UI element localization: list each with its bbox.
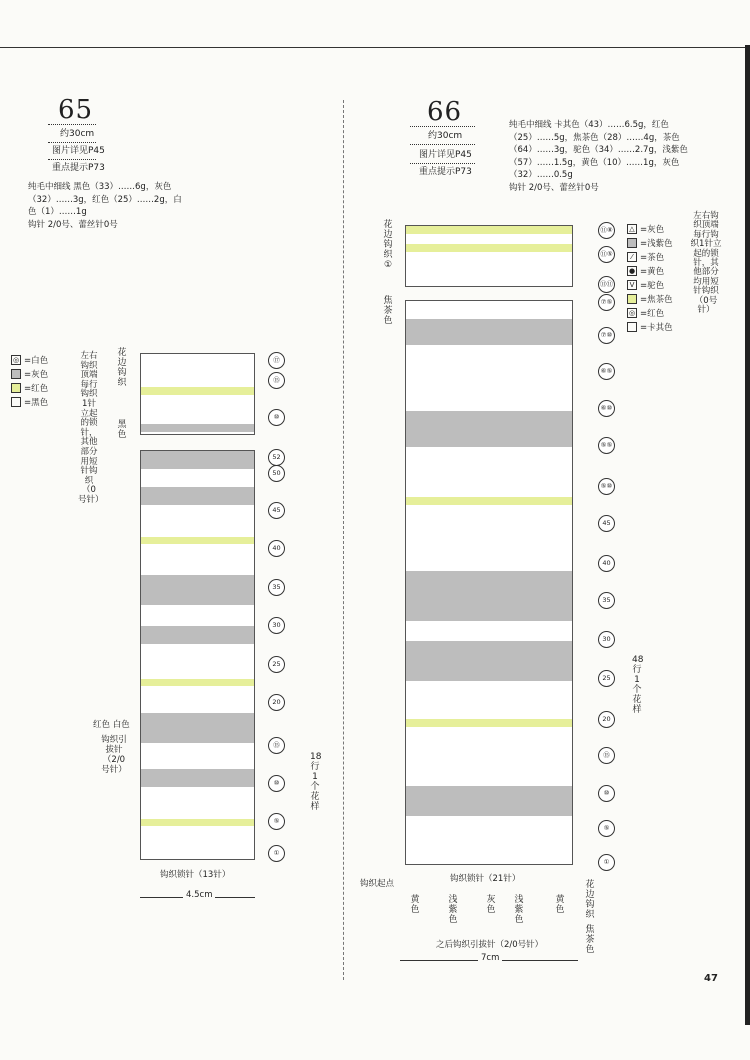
material-line: 纯毛中细线 黑色（33）……6g，灰色 xyxy=(28,182,172,192)
top-rule xyxy=(0,47,750,48)
row-label: ⑩ xyxy=(598,785,615,802)
row-label: ⑪⑧ xyxy=(598,222,615,239)
p66-start-note: 钩织起点 xyxy=(360,879,395,889)
material-line: 纯毛中细线 卡其色（43）……6.5g，红色 xyxy=(509,120,669,130)
material-line: （64）……3g，驼色（34）……2.7g，浅紫色 xyxy=(509,145,688,155)
p65-chain-note: 钩织锁针（13针） xyxy=(160,870,231,880)
p65-legend xyxy=(11,353,48,409)
row-label: ⑪⑪ xyxy=(598,276,615,293)
row-label: 20 xyxy=(268,694,285,711)
legend-item: V =驼色 xyxy=(627,278,673,292)
p66-size: 约30cm xyxy=(428,131,463,141)
stripe xyxy=(141,424,254,432)
divider xyxy=(48,142,96,143)
swatch xyxy=(11,397,21,407)
row-label: 40 xyxy=(268,540,285,557)
legend-item: =灰色 xyxy=(11,367,48,381)
p66-row-labels xyxy=(598,222,628,872)
p65-note: 左右钩织顶端每行钩织1针立起的锁针，其他部分用短针钩织（0号针） xyxy=(78,351,104,505)
p66-right-color: 焦茶色 xyxy=(585,925,595,955)
swatch: ◎ xyxy=(12,356,20,364)
material-line: （32）……3g，红色（25）……2g，白 xyxy=(28,194,182,205)
legend-item: =黑色 xyxy=(11,395,48,409)
swatch xyxy=(11,383,21,393)
row-label: ⑩ xyxy=(268,409,285,426)
p65-tips-ref: 重点提示P73 xyxy=(52,163,105,173)
p65-bottom-note: 钩织引拔针（2/0号针） xyxy=(101,735,127,775)
row-label: ① xyxy=(268,845,285,862)
row-label: ⑤⑤ xyxy=(598,437,615,454)
p65-bottom-colors: 红色 白色 xyxy=(93,720,130,730)
row-label: 52 xyxy=(268,449,285,466)
row-label: 25 xyxy=(598,670,615,687)
divider xyxy=(410,163,475,164)
p66-right-edge: 花边钩织 xyxy=(585,880,595,920)
row-label: ① xyxy=(598,854,615,871)
row-label: 30 xyxy=(598,631,615,648)
material-line: （25）……5g，焦茶色（28）……4g，茶色 xyxy=(509,132,680,143)
row-label: ⑤⑩ xyxy=(598,478,615,495)
p66-chart-top xyxy=(405,225,573,287)
p65-photo-ref: 图片详见P45 xyxy=(52,146,105,156)
p66-tips-ref: 重点提示P73 xyxy=(419,167,472,177)
legend-item: =红色 xyxy=(11,381,48,395)
row-label: 25 xyxy=(268,656,285,673)
p66-edge-color: 焦茶色 xyxy=(383,296,393,326)
row-label: 20 xyxy=(598,711,615,728)
p66-bottom-colors: 黄色 浅紫色 灰色 浅紫色 黄色 xyxy=(410,895,565,925)
divider xyxy=(410,126,475,127)
row-label: ⑩ xyxy=(268,775,285,792)
material-line: （32）……0.5g xyxy=(509,170,573,180)
material-line: 色（1）……1g xyxy=(28,207,87,217)
p65-edge-label: 花边钩织 xyxy=(117,348,127,388)
divider xyxy=(48,124,96,125)
p66-width: 7cm xyxy=(478,953,502,963)
row-label: 35 xyxy=(268,579,285,596)
row-label: 50 xyxy=(268,465,285,482)
legend-item: =卡其色 xyxy=(627,320,673,334)
page-number: 47 xyxy=(704,973,718,984)
divider xyxy=(410,144,475,145)
row-label: 30 xyxy=(268,617,285,634)
p66-chain-note: 钩织锁针（21针） xyxy=(450,874,521,884)
material-line: 钩针 2/0号、蕾丝针0号 xyxy=(509,182,599,193)
stripe xyxy=(141,387,254,395)
p66-edge-label: 花边钩织① xyxy=(383,220,393,270)
p65-edge-color: 黑色 xyxy=(117,420,127,440)
legend-item: =浅紫色 xyxy=(627,236,673,250)
material-line: （57）……1.5g，黄色（10）……1g，灰色 xyxy=(509,157,680,168)
p66-repeat-note: 48行1个花样 xyxy=(632,655,644,715)
row-label: ⑪⑤ xyxy=(598,246,615,263)
legend-item: ● =黄色 xyxy=(628,267,665,277)
p66-materials xyxy=(509,119,688,194)
p65-chart-top xyxy=(140,353,255,435)
p66-chart-main xyxy=(405,300,573,865)
row-label: 40 xyxy=(598,555,615,572)
row-label: ⑦⑩ xyxy=(598,327,615,344)
column-divider xyxy=(343,100,344,980)
row-label: ⑦⑤ xyxy=(598,294,615,311)
page-edge xyxy=(745,45,750,1025)
row-label: 45 xyxy=(268,502,285,519)
legend-item: ◎ =白色 xyxy=(12,356,49,366)
material-line: 钩针 2/0号、蕾丝针0号 xyxy=(28,219,118,230)
row-label: 35 xyxy=(598,592,615,609)
row-label: ⑮ xyxy=(268,372,285,389)
legend-item: ⁄ =茶色 xyxy=(627,250,673,264)
row-label: ⑮ xyxy=(598,747,615,764)
pattern-65-number: 65 xyxy=(58,95,94,125)
row-label: ⑥⑩ xyxy=(598,400,615,417)
legend-item: =焦茶色 xyxy=(627,292,673,306)
legend-item: ◎ =红色 xyxy=(628,309,665,319)
p65-size: 约30cm xyxy=(60,129,95,139)
p65-repeat-note: 18行1个花样 xyxy=(310,752,322,812)
p65-width: 4.5cm xyxy=(183,890,215,900)
p66-legend xyxy=(627,222,673,334)
p65-row-labels xyxy=(268,352,298,862)
row-label: 45 xyxy=(598,515,615,532)
pattern-66-number: 66 xyxy=(427,97,463,127)
row-label: ⑥⑤ xyxy=(598,363,615,380)
p66-note: 左右钩织顶端每行钩织1针立起的锁针，其他部分均用短针钩织（0号针） xyxy=(690,211,722,316)
p66-photo-ref: 图片详见P45 xyxy=(419,150,472,160)
p65-chart-main xyxy=(140,450,255,860)
divider xyxy=(48,159,96,160)
row-label: ⑤ xyxy=(598,820,615,837)
legend-item: △ =灰色 xyxy=(627,222,673,236)
swatch xyxy=(11,369,21,379)
p65-materials xyxy=(28,181,182,231)
p66-after-note: 之后钩织引拔针（2/0号针） xyxy=(436,940,544,950)
row-label: ⑤ xyxy=(268,813,285,830)
row-label: ⑮ xyxy=(268,737,285,754)
row-label: ⑰ xyxy=(268,352,285,369)
